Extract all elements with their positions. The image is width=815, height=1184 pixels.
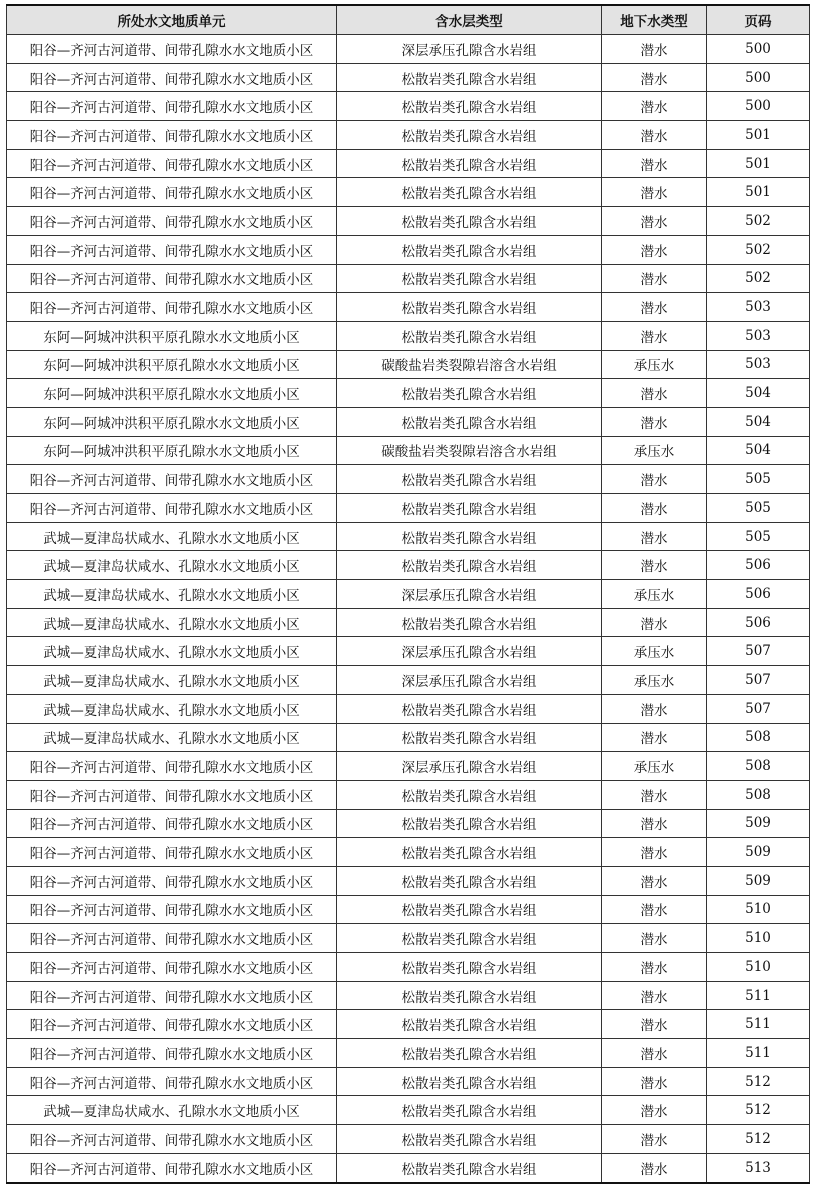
cell-unit: 阳谷—齐河古河道带、间带孔隙水水文地质小区 (7, 895, 337, 924)
cell-unit: 阳谷—齐河古河道带、间带孔隙水水文地质小区 (7, 809, 337, 838)
cell-aquifer: 深层承压孔隙含水岩组 (337, 752, 602, 781)
table-row (7, 694, 810, 723)
table-row (7, 63, 810, 92)
cell-aquifer: 深层承压孔隙含水岩组 (337, 666, 602, 695)
cell-gw-type: 潜水 (602, 92, 707, 121)
cell-gw-type: 潜水 (602, 551, 707, 580)
cell-aquifer: 松散岩类孔隙含水岩组 (337, 92, 602, 121)
cell-unit: 武城—夏津岛状咸水、孔隙水水文地质小区 (7, 522, 337, 551)
cell-gw-type: 潜水 (602, 723, 707, 752)
cell-page: 508 (707, 752, 810, 781)
table-row (7, 35, 810, 64)
cell-unit: 武城—夏津岛状咸水、孔隙水水文地质小区 (7, 580, 337, 609)
cell-page: 500 (707, 92, 810, 121)
cell-unit: 东阿—阿城冲洪积平原孔隙水水文地质小区 (7, 321, 337, 350)
cell-unit: 阳谷—齐河古河道带、间带孔隙水水文地质小区 (7, 35, 337, 64)
table-row (7, 580, 810, 609)
cell-unit: 武城—夏津岛状咸水、孔隙水水文地质小区 (7, 551, 337, 580)
cell-page: 507 (707, 666, 810, 695)
cell-gw-type: 潜水 (602, 981, 707, 1010)
table-header (7, 5, 810, 35)
cell-gw-type: 承压水 (602, 637, 707, 666)
cell-gw-type: 潜水 (602, 207, 707, 236)
cell-unit: 阳谷—齐河古河道带、间带孔隙水水文地质小区 (7, 63, 337, 92)
cell-unit: 阳谷—齐河古河道带、间带孔隙水水文地质小区 (7, 866, 337, 895)
cell-gw-type: 承压水 (602, 666, 707, 695)
cell-gw-type: 承压水 (602, 580, 707, 609)
cell-unit: 武城—夏津岛状咸水、孔隙水水文地质小区 (7, 694, 337, 723)
cell-aquifer: 松散岩类孔隙含水岩组 (337, 178, 602, 207)
table-row (7, 608, 810, 637)
cell-gw-type: 潜水 (602, 809, 707, 838)
table-row (7, 953, 810, 982)
cell-gw-type: 潜水 (602, 1153, 707, 1182)
cell-page: 501 (707, 149, 810, 178)
table-row (7, 666, 810, 695)
table-row (7, 752, 810, 781)
header-gw-type: 地下水类型 (602, 5, 707, 35)
cell-gw-type: 潜水 (602, 321, 707, 350)
table-row (7, 1153, 810, 1182)
table-row (7, 866, 810, 895)
cell-aquifer: 松散岩类孔隙含水岩组 (337, 723, 602, 752)
cell-gw-type: 承压水 (602, 752, 707, 781)
cell-page: 503 (707, 321, 810, 350)
cell-gw-type: 潜水 (602, 63, 707, 92)
cell-page: 512 (707, 1096, 810, 1125)
cell-aquifer: 碳酸盐岩类裂隙岩溶含水岩组 (337, 350, 602, 379)
header-aquifer: 含水层类型 (337, 5, 602, 35)
cell-page: 505 (707, 465, 810, 494)
cell-gw-type: 潜水 (602, 1039, 707, 1068)
cell-page: 512 (707, 1067, 810, 1096)
cell-aquifer: 松散岩类孔隙含水岩组 (337, 264, 602, 293)
table-row (7, 551, 810, 580)
cell-gw-type: 潜水 (602, 866, 707, 895)
cell-gw-type: 潜水 (602, 35, 707, 64)
table-row (7, 379, 810, 408)
cell-unit: 阳谷—齐河古河道带、间带孔隙水水文地质小区 (7, 924, 337, 953)
cell-gw-type: 潜水 (602, 1125, 707, 1154)
cell-gw-type: 潜水 (602, 149, 707, 178)
cell-page: 500 (707, 63, 810, 92)
cell-gw-type: 承压水 (602, 436, 707, 465)
cell-aquifer: 碳酸盐岩类裂隙岩溶含水岩组 (337, 436, 602, 465)
header-unit: 所处水文地质单元 (7, 5, 337, 35)
table-row (7, 981, 810, 1010)
cell-page: 510 (707, 953, 810, 982)
table-row (7, 522, 810, 551)
cell-gw-type: 潜水 (602, 924, 707, 953)
cell-page: 513 (707, 1153, 810, 1182)
cell-page: 510 (707, 895, 810, 924)
cell-gw-type: 潜水 (602, 608, 707, 637)
cell-page: 512 (707, 1125, 810, 1154)
cell-page: 506 (707, 608, 810, 637)
cell-aquifer: 松散岩类孔隙含水岩组 (337, 551, 602, 580)
cell-aquifer: 松散岩类孔隙含水岩组 (337, 924, 602, 953)
cell-unit: 武城—夏津岛状咸水、孔隙水水文地质小区 (7, 1096, 337, 1125)
cell-aquifer: 松散岩类孔隙含水岩组 (337, 522, 602, 551)
cell-unit: 东阿—阿城冲洪积平原孔隙水水文地质小区 (7, 407, 337, 436)
cell-aquifer: 松散岩类孔隙含水岩组 (337, 235, 602, 264)
cell-gw-type: 潜水 (602, 780, 707, 809)
table-row (7, 723, 810, 752)
table-row (7, 780, 810, 809)
cell-aquifer: 松散岩类孔隙含水岩组 (337, 981, 602, 1010)
table-row (7, 494, 810, 523)
cell-aquifer: 松散岩类孔隙含水岩组 (337, 407, 602, 436)
cell-gw-type: 潜水 (602, 522, 707, 551)
cell-unit: 阳谷—齐河古河道带、间带孔隙水水文地质小区 (7, 838, 337, 867)
cell-aquifer: 松散岩类孔隙含水岩组 (337, 149, 602, 178)
cell-page: 501 (707, 178, 810, 207)
cell-aquifer: 松散岩类孔隙含水岩组 (337, 121, 602, 150)
cell-unit: 阳谷—齐河古河道带、间带孔隙水水文地质小区 (7, 207, 337, 236)
cell-gw-type: 潜水 (602, 293, 707, 322)
cell-aquifer: 松散岩类孔隙含水岩组 (337, 494, 602, 523)
cell-aquifer: 松散岩类孔隙含水岩组 (337, 1010, 602, 1039)
cell-aquifer: 松散岩类孔隙含水岩组 (337, 207, 602, 236)
cell-page: 506 (707, 551, 810, 580)
cell-unit: 武城—夏津岛状咸水、孔隙水水文地质小区 (7, 608, 337, 637)
table-row (7, 1067, 810, 1096)
cell-page: 509 (707, 838, 810, 867)
cell-page: 504 (707, 407, 810, 436)
cell-aquifer: 松散岩类孔隙含水岩组 (337, 809, 602, 838)
cell-page: 510 (707, 924, 810, 953)
cell-unit: 阳谷—齐河古河道带、间带孔隙水水文地质小区 (7, 752, 337, 781)
cell-unit: 阳谷—齐河古河道带、间带孔隙水水文地质小区 (7, 1125, 337, 1154)
table-row (7, 838, 810, 867)
cell-page: 507 (707, 637, 810, 666)
cell-aquifer: 松散岩类孔隙含水岩组 (337, 1153, 602, 1182)
table-row (7, 407, 810, 436)
cell-page: 509 (707, 866, 810, 895)
cell-page: 501 (707, 121, 810, 150)
table-row (7, 92, 810, 121)
cell-aquifer: 深层承压孔隙含水岩组 (337, 637, 602, 666)
cell-page: 511 (707, 1039, 810, 1068)
cell-unit: 阳谷—齐河古河道带、间带孔隙水水文地质小区 (7, 1010, 337, 1039)
cell-unit: 阳谷—齐河古河道带、间带孔隙水水文地质小区 (7, 293, 337, 322)
cell-gw-type: 承压水 (602, 350, 707, 379)
cell-page: 503 (707, 350, 810, 379)
cell-gw-type: 潜水 (602, 1067, 707, 1096)
cell-unit: 阳谷—齐河古河道带、间带孔隙水水文地质小区 (7, 1039, 337, 1068)
table-row (7, 1096, 810, 1125)
table-body (7, 35, 810, 1183)
cell-unit: 阳谷—齐河古河道带、间带孔隙水水文地质小区 (7, 1153, 337, 1182)
table-row (7, 178, 810, 207)
cell-aquifer: 松散岩类孔隙含水岩组 (337, 866, 602, 895)
cell-aquifer: 松散岩类孔隙含水岩组 (337, 838, 602, 867)
cell-page: 511 (707, 981, 810, 1010)
cell-aquifer: 松散岩类孔隙含水岩组 (337, 379, 602, 408)
cell-page: 504 (707, 436, 810, 465)
cell-gw-type: 潜水 (602, 838, 707, 867)
table-row (7, 321, 810, 350)
cell-aquifer: 松散岩类孔隙含水岩组 (337, 953, 602, 982)
cell-unit: 阳谷—齐河古河道带、间带孔隙水水文地质小区 (7, 235, 337, 264)
cell-aquifer: 松散岩类孔隙含水岩组 (337, 465, 602, 494)
cell-unit: 阳谷—齐河古河道带、间带孔隙水水文地质小区 (7, 92, 337, 121)
cell-page: 511 (707, 1010, 810, 1039)
cell-page: 503 (707, 293, 810, 322)
cell-aquifer: 松散岩类孔隙含水岩组 (337, 321, 602, 350)
cell-gw-type: 潜水 (602, 1010, 707, 1039)
table-row (7, 924, 810, 953)
cell-unit: 东阿—阿城冲洪积平原孔隙水水文地质小区 (7, 379, 337, 408)
cell-page: 502 (707, 207, 810, 236)
cell-page: 507 (707, 694, 810, 723)
cell-page: 508 (707, 723, 810, 752)
cell-aquifer: 松散岩类孔隙含水岩组 (337, 608, 602, 637)
table-row (7, 350, 810, 379)
cell-page: 509 (707, 809, 810, 838)
cell-unit: 阳谷—齐河古河道带、间带孔隙水水文地质小区 (7, 121, 337, 150)
cell-page: 505 (707, 494, 810, 523)
cell-aquifer: 松散岩类孔隙含水岩组 (337, 1096, 602, 1125)
cell-page: 500 (707, 35, 810, 64)
cell-aquifer: 松散岩类孔隙含水岩组 (337, 694, 602, 723)
cell-page: 508 (707, 780, 810, 809)
cell-unit: 阳谷—齐河古河道带、间带孔隙水水文地质小区 (7, 465, 337, 494)
cell-aquifer: 松散岩类孔隙含水岩组 (337, 895, 602, 924)
cell-gw-type: 潜水 (602, 1096, 707, 1125)
cell-gw-type: 潜水 (602, 407, 707, 436)
table-row (7, 809, 810, 838)
table-row (7, 207, 810, 236)
header-page: 页码 (707, 5, 810, 35)
cell-aquifer: 深层承压孔隙含水岩组 (337, 580, 602, 609)
cell-unit: 东阿—阿城冲洪积平原孔隙水水文地质小区 (7, 350, 337, 379)
cell-aquifer: 松散岩类孔隙含水岩组 (337, 293, 602, 322)
table-row (7, 895, 810, 924)
table-row (7, 235, 810, 264)
cell-unit: 阳谷—齐河古河道带、间带孔隙水水文地质小区 (7, 178, 337, 207)
cell-page: 506 (707, 580, 810, 609)
cell-page: 504 (707, 379, 810, 408)
cell-aquifer: 松散岩类孔隙含水岩组 (337, 1039, 602, 1068)
cell-unit: 阳谷—齐河古河道带、间带孔隙水水文地质小区 (7, 1067, 337, 1096)
cell-aquifer: 深层承压孔隙含水岩组 (337, 35, 602, 64)
cell-gw-type: 潜水 (602, 895, 707, 924)
cell-unit: 阳谷—齐河古河道带、间带孔隙水水文地质小区 (7, 981, 337, 1010)
table-row (7, 436, 810, 465)
hydrogeology-table (6, 4, 810, 1184)
cell-unit: 武城—夏津岛状咸水、孔隙水水文地质小区 (7, 666, 337, 695)
cell-unit: 阳谷—齐河古河道带、间带孔隙水水文地质小区 (7, 264, 337, 293)
cell-aquifer: 松散岩类孔隙含水岩组 (337, 1125, 602, 1154)
cell-page: 505 (707, 522, 810, 551)
cell-page: 502 (707, 235, 810, 264)
table-row (7, 1010, 810, 1039)
table-row (7, 264, 810, 293)
table-row (7, 149, 810, 178)
cell-page: 502 (707, 264, 810, 293)
cell-gw-type: 潜水 (602, 264, 707, 293)
header-row (7, 5, 810, 35)
cell-unit: 东阿—阿城冲洪积平原孔隙水水文地质小区 (7, 436, 337, 465)
cell-gw-type: 潜水 (602, 178, 707, 207)
cell-aquifer: 松散岩类孔隙含水岩组 (337, 1067, 602, 1096)
cell-gw-type: 潜水 (602, 953, 707, 982)
cell-gw-type: 潜水 (602, 121, 707, 150)
cell-gw-type: 潜水 (602, 235, 707, 264)
table-row (7, 121, 810, 150)
table-row (7, 637, 810, 666)
cell-aquifer: 松散岩类孔隙含水岩组 (337, 780, 602, 809)
cell-gw-type: 潜水 (602, 694, 707, 723)
cell-gw-type: 潜水 (602, 465, 707, 494)
cell-gw-type: 潜水 (602, 494, 707, 523)
cell-unit: 武城—夏津岛状咸水、孔隙水水文地质小区 (7, 723, 337, 752)
table-row (7, 293, 810, 322)
cell-unit: 阳谷—齐河古河道带、间带孔隙水水文地质小区 (7, 494, 337, 523)
cell-gw-type: 潜水 (602, 379, 707, 408)
table-row (7, 1039, 810, 1068)
cell-unit: 阳谷—齐河古河道带、间带孔隙水水文地质小区 (7, 953, 337, 982)
cell-aquifer: 松散岩类孔隙含水岩组 (337, 63, 602, 92)
cell-unit: 武城—夏津岛状咸水、孔隙水水文地质小区 (7, 637, 337, 666)
cell-unit: 阳谷—齐河古河道带、间带孔隙水水文地质小区 (7, 780, 337, 809)
cell-unit: 阳谷—齐河古河道带、间带孔隙水水文地质小区 (7, 149, 337, 178)
table-row (7, 465, 810, 494)
table-row (7, 1125, 810, 1154)
